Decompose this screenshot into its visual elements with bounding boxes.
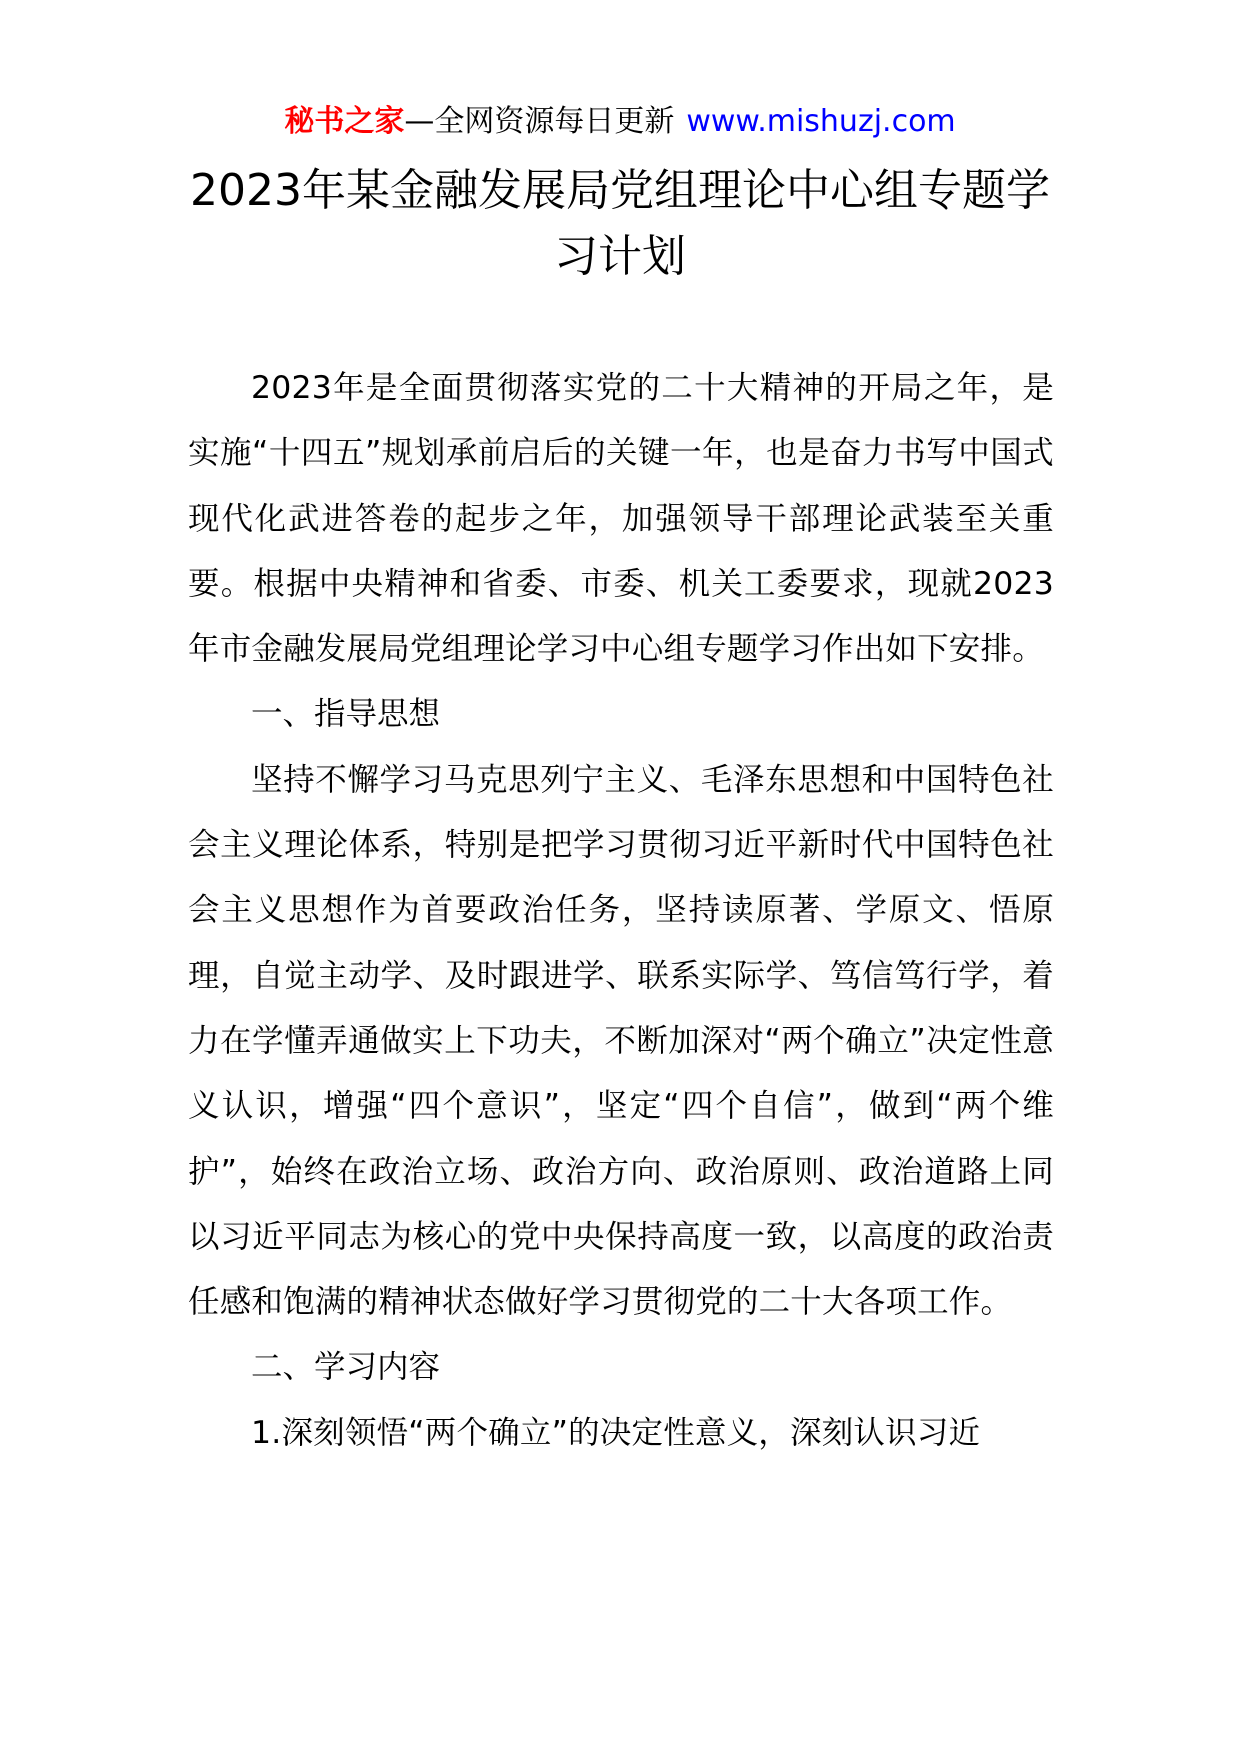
section-heading-study-content: 二、学习内容 (251, 1349, 441, 1386)
document-body (188, 356, 1054, 1466)
site-url-link[interactable]: www.mishuzj.com (686, 104, 956, 139)
site-tagline: —全网资源每日更新 (404, 104, 675, 139)
study-content-item-1: 1.深刻领悟“两个确立”的决定性意义，深刻认识习近 (251, 1414, 981, 1451)
site-header (0, 100, 1240, 144)
document-title: 2023年某金融发展局党组理论中心组专题学习计划 (190, 165, 1050, 282)
site-brand: 秘书之家 (284, 104, 405, 139)
guiding-thought-paragraph: 坚持不懈学习马克思列宁主义、毛泽东思想和中国特色社会主义理论体系，特别是把学习贯彻习近平新时代中国特色社会主义思想作为首要政治任务，坚持读原著、学原文、悟原理，自觉主动学、及时跟进学、联系实际学、笃信笃行学，着力在学懂弄通做实上下功夫，不断加深对“两个确立”决定性意义认识，增强“四个意识”，坚定“四个自信”，做到“两个维护”，始终在政治立场、政治方向、政治原则、政治道路上同以习近平同志为核心的党中央保持高度一致，以高度的政治责任感和饱满的精神状态做好学习贯彻党的二十大各项工作。 (188, 761, 1054, 1321)
section-heading-guiding-thought: 一、指导思想 (251, 696, 441, 733)
intro-paragraph: 2023年是全面贯彻落实党的二十大精神的开局之年，是实施“十四五”规划承前启后的关键一年，也是奋力书写中国式现代化武进答卷的起步之年，加强领导干部理论武装至关重要。根据中央精神和省委、市委、机关工委要求，现就2023年市金融发展局党组理论学习中心组专题学习作出如下安排。 (188, 370, 1054, 668)
